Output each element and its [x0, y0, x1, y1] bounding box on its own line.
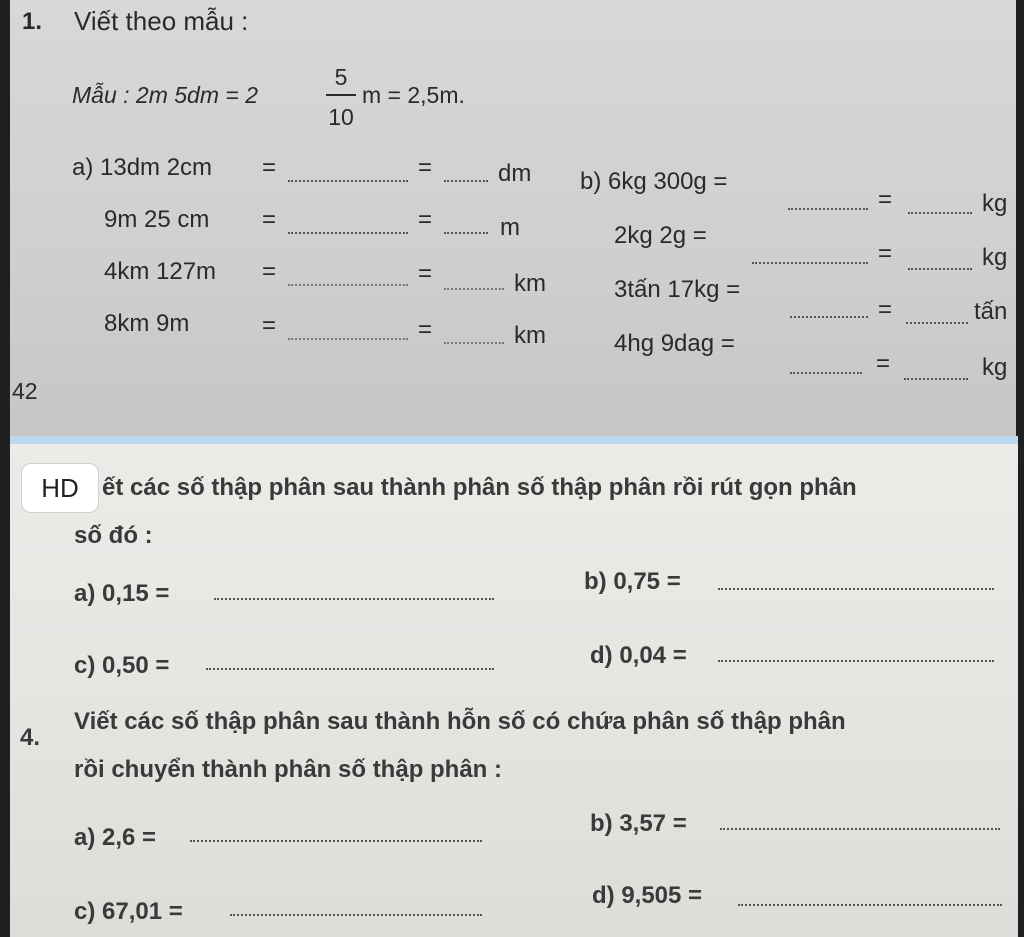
- exercise-4-number: 4.: [20, 724, 41, 751]
- equals-sign: =: [878, 296, 893, 323]
- answer-blank[interactable]: [444, 232, 488, 234]
- answer-blank[interactable]: [718, 660, 994, 662]
- bottom-photo-panel: [10, 444, 1018, 937]
- answer-blank[interactable]: [718, 588, 994, 590]
- answer-blank[interactable]: [214, 598, 494, 600]
- panel-divider: [10, 436, 1018, 444]
- exercise-3-title-line1: ết các số thập phân sau thành phân số thập phân rồi rút gọn phân: [102, 474, 857, 501]
- page-number: 42: [12, 378, 38, 404]
- answer-blank[interactable]: [288, 338, 408, 340]
- exercise-1-title: Viết theo mẫu :: [74, 6, 249, 36]
- equals-sign: =: [418, 260, 433, 287]
- answer-blank[interactable]: [788, 208, 868, 210]
- ex1-left-label-4: 8km 9m: [104, 310, 190, 337]
- unit-label: m: [500, 214, 520, 241]
- ex1-left-label-3: 4km 127m: [104, 258, 217, 285]
- answer-blank[interactable]: [906, 322, 968, 324]
- ex1-left-label-1: a) 13dm 2cm: [72, 154, 213, 181]
- ex4-item-c: c) 67,01 =: [74, 898, 183, 925]
- answer-blank[interactable]: [444, 180, 488, 182]
- answer-blank[interactable]: [908, 268, 972, 270]
- answer-blank[interactable]: [288, 284, 408, 286]
- ex1-right-label-3: 3tấn 17kg =: [614, 276, 741, 303]
- sample-fraction-bar: [326, 94, 356, 96]
- unit-label: tấn: [974, 298, 1008, 325]
- ex1-right-label-2: 2kg 2g =: [614, 222, 707, 249]
- answer-blank[interactable]: [790, 372, 862, 374]
- hd-badge-button[interactable]: HD: [22, 464, 98, 512]
- answer-blank[interactable]: [288, 232, 408, 234]
- ex3-item-c: c) 0,50 =: [74, 652, 170, 679]
- ex3-item-a: a) 0,15 =: [74, 580, 170, 607]
- sample-fraction-denominator: 10: [328, 104, 354, 130]
- unit-label: kg: [982, 190, 1008, 217]
- ex1-left-label-2: 9m 25 cm: [104, 206, 210, 233]
- equals-sign: =: [878, 240, 893, 267]
- equals-sign: =: [262, 258, 277, 285]
- equals-sign: =: [418, 154, 433, 181]
- equals-sign: =: [878, 186, 893, 213]
- equals-sign: =: [262, 206, 277, 233]
- exercise-4-title-line1: Viết các số thập phân sau thành hỗn số có chứa phân số thập phân: [74, 708, 846, 735]
- answer-blank[interactable]: [738, 904, 1002, 906]
- answer-blank[interactable]: [190, 840, 482, 842]
- ex1-right-label-4: 4hg 9dag =: [614, 330, 735, 357]
- answer-blank[interactable]: [288, 180, 408, 182]
- ex4-item-b: b) 3,57 =: [590, 810, 687, 837]
- exercise-3-title-line2: số đó :: [74, 522, 153, 549]
- unit-label: km: [514, 322, 546, 349]
- answer-blank[interactable]: [908, 212, 972, 214]
- sample-fraction-numerator: 5: [334, 64, 348, 90]
- equals-sign: =: [418, 206, 433, 233]
- exercise-4-title-line2: rồi chuyển thành phân số thập phân :: [74, 756, 503, 783]
- equals-sign: =: [262, 312, 277, 339]
- equals-sign: =: [262, 154, 277, 181]
- unit-label: dm: [498, 160, 532, 187]
- ex4-item-a: a) 2,6 =: [74, 824, 157, 851]
- ex4-item-d: d) 9,505 =: [592, 882, 703, 909]
- answer-blank[interactable]: [230, 914, 482, 916]
- ex3-item-d: d) 0,04 =: [590, 642, 687, 669]
- ex3-item-b: b) 0,75 =: [584, 568, 681, 595]
- sample-prefix: Mẫu : 2m 5dm = 2: [72, 82, 258, 108]
- unit-label: kg: [982, 244, 1008, 271]
- answer-blank[interactable]: [720, 828, 1000, 830]
- exercise-1-number: 1.: [22, 8, 43, 35]
- answer-blank[interactable]: [790, 316, 868, 318]
- ex1-right-label-1: b) 6kg 300g =: [580, 168, 728, 195]
- answer-blank[interactable]: [444, 288, 504, 290]
- answer-blank[interactable]: [444, 342, 504, 344]
- answer-blank[interactable]: [752, 262, 868, 264]
- answer-blank[interactable]: [904, 378, 968, 380]
- sample-suffix: m = 2,5m.: [362, 82, 465, 108]
- equals-sign: =: [418, 316, 433, 343]
- unit-label: kg: [982, 354, 1008, 381]
- answer-blank[interactable]: [206, 668, 494, 670]
- equals-sign: =: [876, 350, 891, 377]
- unit-label: km: [514, 270, 546, 297]
